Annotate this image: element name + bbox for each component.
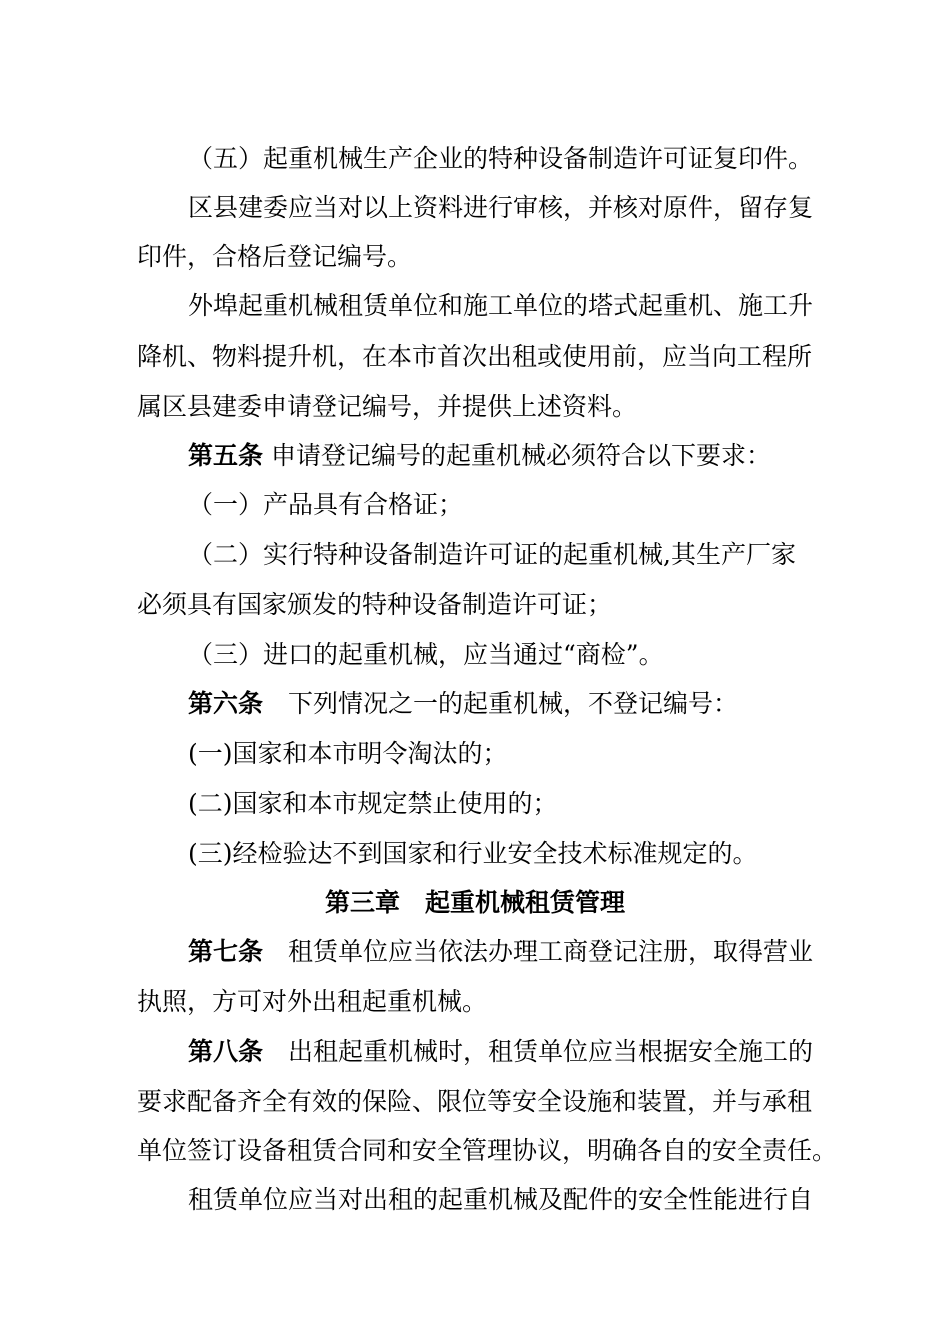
article-8 <box>188 1037 813 1067</box>
article-label: 第八条 <box>188 1037 264 1066</box>
paragraph-line <box>137 987 487 1017</box>
list-item-2 <box>188 540 796 570</box>
paragraph-text: 降机、物料提升机，在本市首次出租或使用前，应当向工程所 <box>137 342 813 371</box>
chapter-title: 第三章 起重机械租赁管理 <box>324 888 625 917</box>
paragraph-line <box>188 193 813 223</box>
paragraph-text: 外埠起重机械租赁单位和施工单位的塔式起重机、施工升 <box>188 291 814 320</box>
chapter-heading <box>0 888 950 918</box>
paragraph-text: 出租起重机械时，租赁单位应当根据安全施工的 <box>263 1037 814 1066</box>
paragraph-text: 要求配备齐全有效的保险、限位等安全设施和装置，并与承租 <box>137 1087 813 1116</box>
paragraph-text: 单位签订设备租赁合同和安全管理协议，明确各自的安全责任。 <box>137 1136 838 1165</box>
paragraph-text: 租赁单位应当依法办理工商登记注册，取得营业 <box>263 937 814 966</box>
paragraph-text: (一)国家和本市明令淘汰的； <box>188 739 508 768</box>
list-item-3 <box>188 839 758 869</box>
paragraph-text: 必须具有国家颁发的特种设备制造许可证； <box>137 590 613 619</box>
list-item-2 <box>188 789 558 819</box>
article-6 <box>188 689 738 719</box>
paragraph-text: （二）实行特种设备制造许可证的起重机械,其生产厂家 <box>188 540 796 569</box>
paragraph-text: （一）产品具有合格证； <box>188 490 464 519</box>
paragraph-line <box>137 1087 812 1117</box>
paragraph-text: 印件，合格后登记编号。 <box>137 242 413 271</box>
paragraph-line <box>137 590 612 620</box>
paragraph-text: （五）起重机械生产企业的特种设备制造许可证复印件。 <box>188 144 814 173</box>
paragraph-text: 区县建委应当对以上资料进行审核，并核对原件，留存复 <box>188 193 814 222</box>
article-7 <box>188 937 813 967</box>
paragraph-text: 属区县建委申请登记编号，并提供上述资料。 <box>137 392 638 421</box>
paragraph-text: 执照，方可对外出租起重机械。 <box>137 987 488 1016</box>
list-item-3 <box>188 640 664 670</box>
paragraph-line <box>188 291 813 321</box>
article-label: 第五条 <box>188 441 264 470</box>
paragraph-text: 下列情况之一的起重机械，不登记编号： <box>263 689 739 718</box>
list-item-5 <box>188 144 813 174</box>
paragraph-text: （三）进口的起重机械，应当通过“商检”。 <box>188 640 664 669</box>
paragraph-line <box>137 392 637 422</box>
article-5 <box>188 441 771 471</box>
paragraph-text: 申请登记编号的起重机械必须符合以下要求： <box>263 441 771 470</box>
article-label: 第七条 <box>188 937 264 966</box>
article-label: 第六条 <box>188 689 264 718</box>
paragraph-text: 租赁单位应当对出租的起重机械及配件的安全性能进行自 <box>188 1185 814 1214</box>
list-item-1 <box>188 490 463 520</box>
paragraph-line <box>137 1136 837 1166</box>
paragraph-line <box>137 342 812 372</box>
paragraph-text: (三)经检验达不到国家和行业安全技术标准规定的。 <box>188 839 758 868</box>
paragraph-text: (二)国家和本市规定禁止使用的； <box>188 789 558 818</box>
paragraph-line <box>188 1185 813 1215</box>
list-item-1 <box>188 739 508 769</box>
paragraph-line <box>137 242 412 272</box>
